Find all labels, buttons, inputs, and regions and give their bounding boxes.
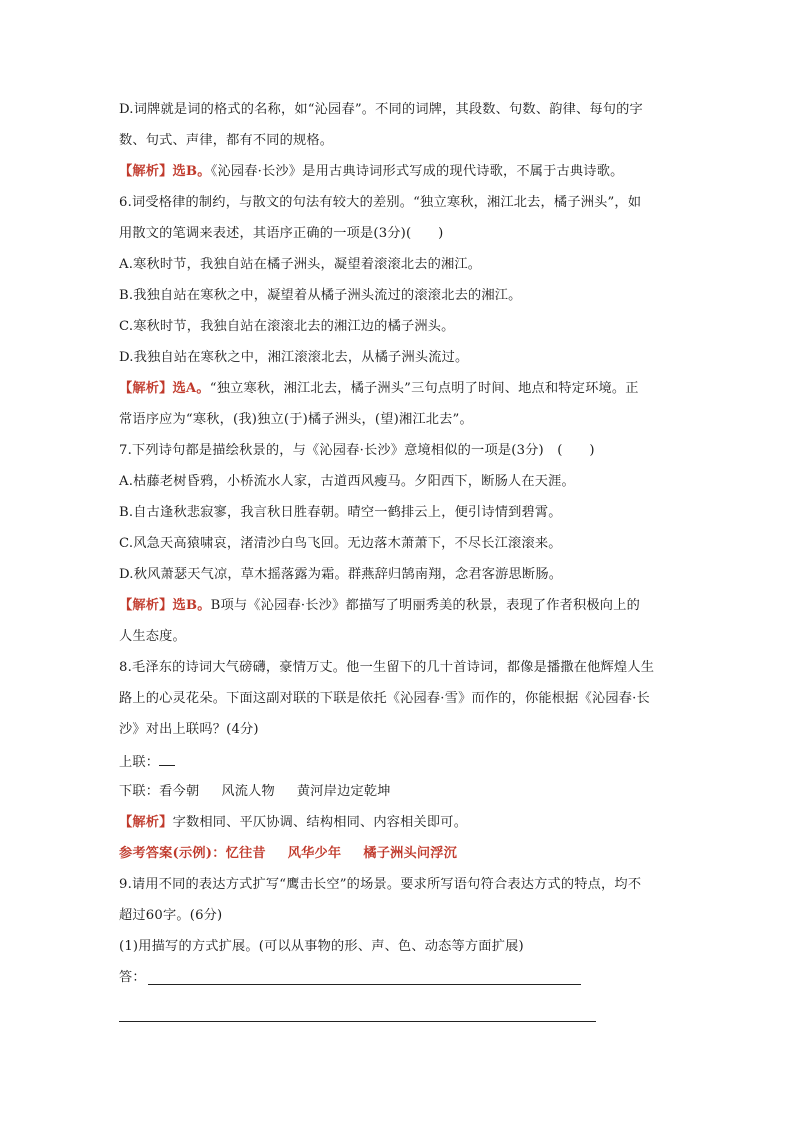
analysis-q7-line1 [119, 596, 640, 616]
analysis-text: “独立寒秋，湘江北去，橘子洲头”三句点明了时间、地点和特定环境。正 [209, 381, 639, 396]
reference-answer-label: 参考答案(示例)： [119, 846, 226, 861]
analysis-text: 字数相同、平仄协调、结构相同、内容相关即可。 [172, 815, 468, 830]
option-d-text-line1: D.词牌就是词的格式的名称，如“沁园春”。不同的词牌，其段数、句数、韵律、每句的字 [119, 102, 643, 117]
question-6-option-d: D.我独自站在寒秋之中，湘江滚滚北去，从橘子洲头流过。 [119, 350, 469, 365]
question-7-option-d: D.秋风萧瑟天气凉，草木摇落露为霜。群燕辞归鹄南翔，念君客游思断肠。 [119, 567, 563, 582]
couplet-lower-label: 下联： [119, 784, 160, 799]
question-6-option-b: B.我独自站在寒秋之中，凝望着从橘子洲头流过的滚滚北去的湘江。 [119, 288, 522, 303]
question-8-line3: 沙》对出上联吗？(4分) [119, 722, 259, 737]
question-8-line2: 路上的心灵花朵。下面这副对联的下联是依托《沁园春·雪》而作的，你能根据《沁园春·长 [119, 691, 650, 706]
couplet-upper [119, 751, 175, 773]
answer-line-1 [119, 968, 146, 988]
analysis-text: B项与《沁园春·长沙》都描写了明丽秀美的秋景，表现了作者积极向上的 [210, 598, 640, 613]
question-6-option-a: A.寒秋时节，我独自站在橘子洲头，凝望着滚滚北去的湘江。 [119, 257, 482, 272]
question-6-line2: 用散文的笔调来表述，其语序正确的一项是(3分)( ) [119, 226, 444, 241]
question-6-line1: 6.词受格律的制约，与散文的句法有较大的差别。“独立寒秋，湘江北去，橘子洲头”，如 [119, 195, 642, 210]
question-7-option-b: B.自古逢秋悲寂寥，我言秋日胜春朝。晴空一鹤排云上，便引诗情到碧霄。 [119, 505, 562, 520]
analysis-q8 [119, 813, 467, 833]
analysis-tag: 【解析】选B。 [119, 164, 211, 179]
analysis-tag: 【解析】 [119, 815, 173, 830]
reference-answer-part1: 忆往昔 [225, 846, 266, 861]
analysis-text: 《沁园春·长沙》是用古典诗词形式写成的现代诗歌，不属于古典诗歌。 [210, 164, 624, 179]
analysis-q5 [119, 162, 623, 182]
answer-blank-line-1[interactable] [148, 984, 581, 985]
question-9-sub1: (1)用描写的方式扩展。(可以从事物的形、声、色、动态等方面扩展) [119, 939, 524, 954]
question-6-option-c: C.寒秋时节，我独自站在滚滚北去的湘江边的橘子洲头。 [119, 319, 455, 334]
analysis-tag: 【解析】选B。 [119, 598, 211, 613]
reference-answer-part3: 橘子洲头问浮沉 [363, 846, 458, 861]
couplet-upper-label: 上联： [119, 755, 160, 770]
reference-answer [119, 844, 457, 864]
question-9-line2: 超过60字。(6分) [119, 908, 223, 923]
analysis-q6-line1 [119, 379, 639, 399]
couplet-lower-part2: 风流人物 [221, 784, 275, 799]
analysis-q7-line2: 人生态度。 [119, 629, 186, 644]
analysis-tag: 【解析】选A。 [119, 381, 210, 396]
answer-blank-line-2[interactable] [119, 1021, 596, 1022]
couplet-lower-part1: 看今朝 [159, 784, 200, 799]
question-8-line1: 8.毛泽东的诗词大气磅礴，豪情万丈。他一生留下的几十首诗词，都像是播撒在他辉煌人生 [119, 660, 655, 675]
couplet-lower-part3: 黄河岸边定乾坤 [296, 784, 391, 799]
analysis-q6-line2: 常语序应为“寒秋，(我)独立(于)橘子洲头，(望)湘江北去”。 [119, 412, 473, 427]
couplet-upper-blank[interactable] [159, 751, 175, 766]
question-7-option-c: C.风急天高猿啸哀，渚清沙白鸟飞回。无边落木萧萧下，不尽长江滚滚来。 [119, 536, 562, 551]
question-7-option-a: A.枯藤老树昏鸦，小桥流水人家，古道西风瘦马。夕阳西下，断肠人在天涯。 [119, 474, 575, 489]
question-9-line1: 9.请用不同的表达方式扩写“鹰击长空”的场景。要求所写语句符合表达方式的特点，均不 [119, 877, 642, 892]
option-d-text-line2: 数、句式、声律，都有不同的规格。 [119, 133, 334, 148]
reference-answer-part2: 风华少年 [287, 846, 342, 861]
answer-label: 答： [119, 970, 146, 985]
question-7: 7.下列诗句都是描绘秋景的，与《沁园春·长沙》意境相似的一项是(3分) ( ) [119, 443, 595, 458]
couplet-lower [119, 782, 391, 802]
